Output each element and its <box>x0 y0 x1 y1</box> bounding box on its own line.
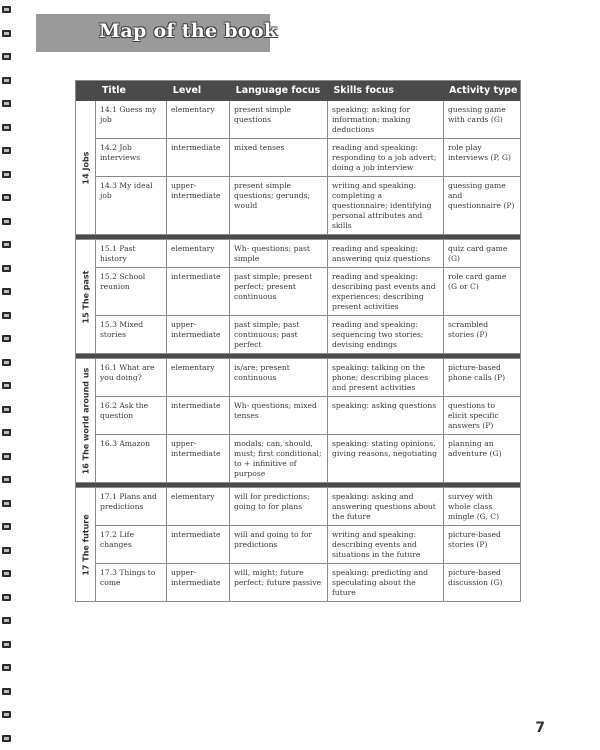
cell-activity-type: scrambled stories (P) <box>448 320 489 339</box>
table-row <box>96 139 520 177</box>
cell-title: 17.1 Plans and predictions <box>96 488 167 525</box>
cell-skills-focus: speaking: talking on the phone; describing places and present activities <box>328 359 444 396</box>
cell-activity-type: picture-based stories (P) <box>448 530 501 549</box>
cell-title: 16.1 What are you doing? <box>96 359 167 396</box>
cell-language-focus: modals; can, should, must; first conditional; to + infinitive of purpose <box>230 435 328 482</box>
cell-level: upper-intermediate <box>167 177 230 234</box>
cell-skills-focus: speaking: asking and answering questions about the future <box>328 488 444 525</box>
cell-level: upper-intermediate <box>167 435 230 482</box>
spiral-ring <box>2 382 11 389</box>
spiral-ring <box>2 288 11 295</box>
cell-language-focus: will, might; future perfect; future passive <box>230 564 328 601</box>
cell-skills-focus: reading and speaking: describing past events and experiences; describing present activities <box>328 268 444 315</box>
cell-activity-type: questions to elicit specific answers (P) <box>448 401 499 430</box>
cell-language-focus: Wh- questions; mixed tenses <box>230 397 328 434</box>
cell-title: 15.2 School reunion <box>96 268 167 315</box>
spiral-ring <box>2 476 11 483</box>
cell-skills-focus: speaking: predicting and speculating about the future <box>328 564 444 601</box>
table-row <box>96 268 520 316</box>
table-row <box>96 316 520 353</box>
unit-label: 15 The past <box>81 270 90 323</box>
unit-section <box>76 101 520 234</box>
header-activity-type: Activity type <box>449 85 518 96</box>
cell-title: 16.3 Amazon <box>96 435 167 482</box>
cell-level: intermediate <box>167 139 230 176</box>
table-row <box>96 526 520 564</box>
spiral-ring <box>2 335 11 342</box>
spiral-ring <box>2 30 11 37</box>
cell-skills-focus: speaking: asking questions <box>328 397 444 434</box>
table-row <box>96 101 520 139</box>
cell-level: elementary <box>167 359 230 396</box>
page-number: 7 <box>535 720 545 736</box>
unit-side-column <box>76 240 96 353</box>
cell-activity-type: role play interviews (P, G) <box>448 143 511 162</box>
table-row <box>96 564 520 601</box>
spiral-binding <box>0 0 14 750</box>
table-row <box>96 435 520 482</box>
cell-language-focus: past simple; present perfect; present continuous <box>230 268 328 315</box>
cell-level: intermediate <box>167 526 230 563</box>
cell-activity-type: planning an adventure (G) <box>448 439 502 458</box>
table-row <box>96 177 520 234</box>
spiral-ring <box>2 664 11 671</box>
table-row <box>96 359 520 397</box>
cell-skills-focus: reading and speaking: sequencing two stories; devising endings <box>328 316 444 353</box>
cell-activity-type: role card game (G or C) <box>448 272 507 291</box>
table-row <box>96 488 520 526</box>
spiral-ring <box>2 500 11 507</box>
unit-section <box>76 240 520 353</box>
spiral-ring <box>2 241 11 248</box>
cell-skills-focus: speaking: stating opinions, giving reasons, negotiating <box>328 435 444 482</box>
table-row <box>96 397 520 435</box>
cell-level: elementary <box>167 488 230 525</box>
cell-title: 16.2 Ask the question <box>96 397 167 434</box>
unit-section <box>76 488 520 601</box>
cell-level: upper-intermediate <box>167 316 230 353</box>
cell-skills-focus: reading and speaking: responding to a job advert; doing a job interview <box>328 139 444 176</box>
spiral-ring <box>2 641 11 648</box>
cell-activity-type: guessing game with cards (G) <box>448 105 506 124</box>
cell-level: elementary <box>167 240 230 267</box>
spiral-ring <box>2 77 11 84</box>
cell-level: elementary <box>167 101 230 138</box>
spiral-ring <box>2 570 11 577</box>
unit-label: 14 Jobs <box>81 151 90 184</box>
spiral-ring <box>2 100 11 107</box>
spiral-ring <box>2 265 11 272</box>
cell-title: 14.1 Guess my job <box>96 101 167 138</box>
cell-level: intermediate <box>167 397 230 434</box>
spiral-ring <box>2 406 11 413</box>
spiral-ring <box>2 359 11 366</box>
spiral-ring <box>2 218 11 225</box>
cell-language-focus: will for predictions; going to for plans <box>230 488 328 525</box>
cell-level: upper-intermediate <box>167 564 230 601</box>
spiral-ring <box>2 312 11 319</box>
cell-activity-type: quiz card game (G) <box>448 244 508 263</box>
table-header <box>76 81 520 101</box>
spiral-ring <box>2 171 11 178</box>
cell-title: 14.2 Job interviews <box>96 139 167 176</box>
spiral-ring <box>2 429 11 436</box>
table-body <box>76 101 520 601</box>
table-row <box>96 240 520 268</box>
unit-label: 16 The world around us <box>81 367 90 474</box>
spiral-ring <box>2 453 11 460</box>
spiral-ring <box>2 711 11 718</box>
spiral-ring <box>2 124 11 131</box>
cell-language-focus: past simple; past continuous; past perfect <box>230 316 328 353</box>
header-language-focus: Language focus <box>235 85 321 96</box>
spiral-ring <box>2 53 11 60</box>
cell-skills-focus: reading and speaking: answering quiz questions <box>328 240 444 267</box>
cell-title: 15.3 Mixed stories <box>96 316 167 353</box>
header-spacer <box>76 81 97 101</box>
cell-title: 15.1 Past history <box>96 240 167 267</box>
unit-side-column <box>76 359 96 482</box>
unit-side-column <box>76 488 96 601</box>
cell-activity-type: survey with whole class mingle (G, C) <box>448 492 500 521</box>
spiral-ring <box>2 523 11 530</box>
cell-skills-focus: speaking: asking for information; making deductions <box>328 101 444 138</box>
cell-title: 17.3 Things to come <box>96 564 167 601</box>
cell-level: intermediate <box>167 268 230 315</box>
cell-language-focus: mixed tenses <box>230 139 328 176</box>
cell-language-focus: present simple questions <box>230 101 328 138</box>
page-title: Map of the book <box>99 20 278 42</box>
spiral-ring <box>2 617 11 624</box>
spiral-ring <box>2 735 11 742</box>
spiral-ring <box>2 147 11 154</box>
cell-skills-focus: writing and speaking: describing events and situations in the future <box>328 526 444 563</box>
cell-activity-type: picture-based discussion (G) <box>448 568 503 587</box>
cell-language-focus: present simple questions; gerunds; would <box>230 177 328 234</box>
spiral-ring <box>2 547 11 554</box>
header-skills-focus: Skills focus <box>333 85 395 96</box>
cell-activity-type: guessing game and questionnaire (P) <box>448 181 515 210</box>
spiral-ring <box>2 194 11 201</box>
cell-title: 14.3 My ideal job <box>96 177 167 234</box>
cell-skills-focus: writing and speaking: completing a questionnaire; identifying personal attributes and skills <box>328 177 444 234</box>
cell-activity-type: picture-based phone calls (P) <box>448 363 506 382</box>
spiral-ring <box>2 6 11 13</box>
unit-label: 17 The future <box>81 513 90 576</box>
cell-language-focus: is/are; present continuous <box>230 359 328 396</box>
cell-language-focus: Wh- questions; past simple <box>230 240 328 267</box>
header-level: Level <box>172 85 202 96</box>
map-table <box>75 80 521 602</box>
spiral-ring <box>2 688 11 695</box>
cell-language-focus: will and going to for predictions <box>230 526 328 563</box>
spiral-ring <box>2 594 11 601</box>
unit-side-column <box>76 101 96 234</box>
unit-section <box>76 359 520 482</box>
header-title: Title <box>101 85 126 96</box>
cell-title: 17.2 Life changes <box>96 526 167 563</box>
